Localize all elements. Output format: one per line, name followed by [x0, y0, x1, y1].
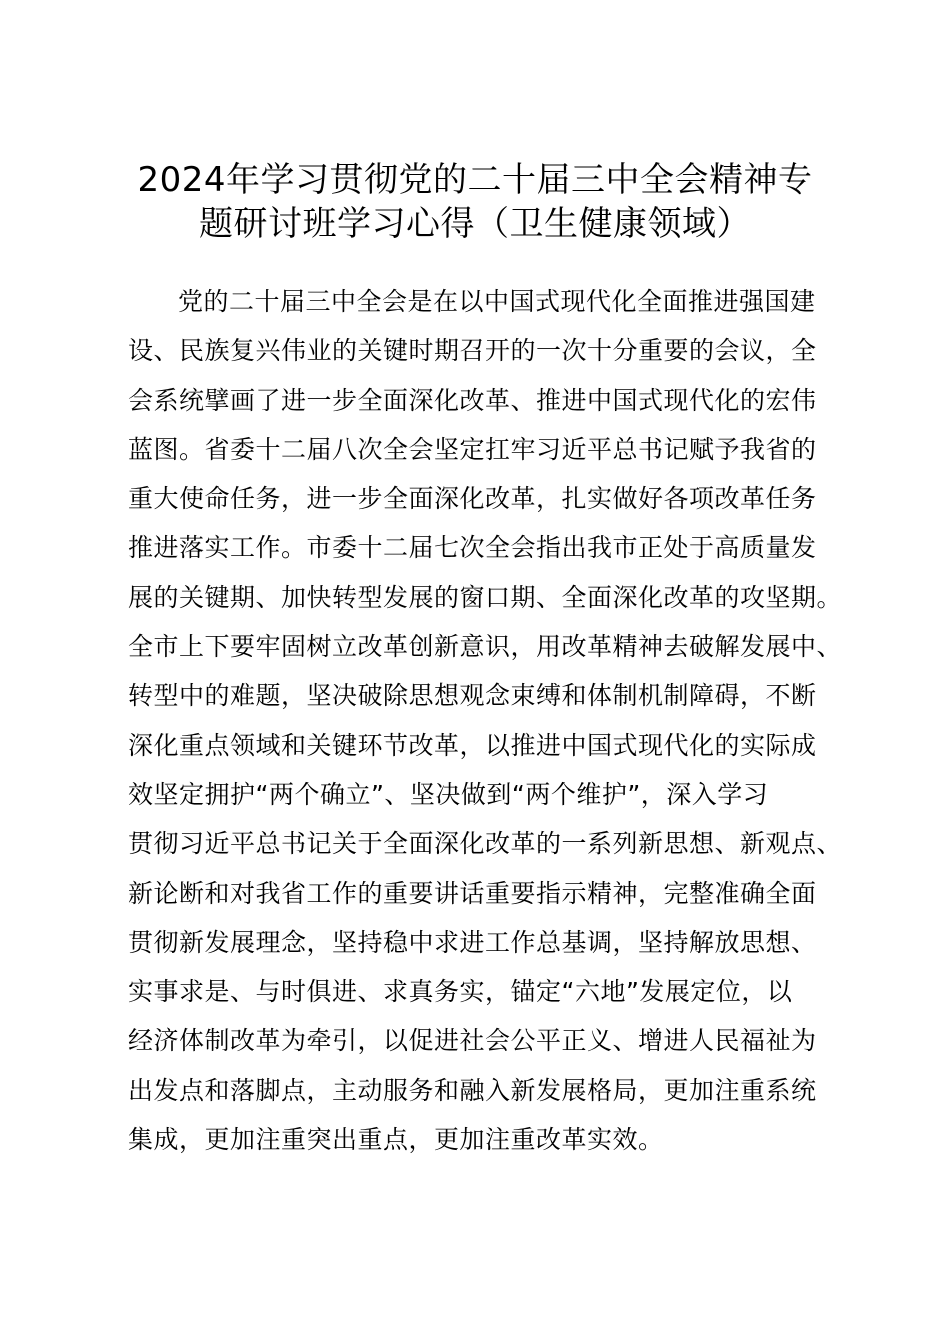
paragraph-line: 实事求是、与时俱进、求真务实，锚定“六地”发展定位，以 [128, 977, 793, 1007]
paragraph-line: 贯彻新发展理念，坚持稳中求进工作总基调，坚持解放思想、 [128, 927, 817, 957]
title-line: 题研讨班学习心得（卫生健康领域） [199, 204, 751, 244]
paragraph-line: 党的二十届三中全会是在以中国式现代化全面推进强国建 [178, 287, 816, 316]
paragraph-line: 出发点和落脚点，主动服务和融入新发展格局，更加注重系统 [128, 1075, 817, 1105]
paragraph-line: 设、民族复兴伟业的关键时期召开的一次十分重要的会议，全 [128, 336, 817, 366]
paragraph-line: 重大使命任务，进一步全面深化改革，扎实做好各项改革任务 [128, 484, 817, 514]
paragraph-line: 集成，更加注重突出重点，更加注重改革实效。 [128, 1125, 664, 1155]
paragraph-line: 经济体制改革为牵引，以促进社会公平正义、增进人民福祉为 [128, 1026, 817, 1056]
paragraph-line: 深化重点领域和关键环节改革，以推进中国式现代化的实际成 [128, 730, 817, 760]
title-line: 2024年学习贯彻党的二十届三中全会精神专 [137, 160, 813, 200]
paragraph-line: 效坚定拥护“两个确立”、坚决做到“两个维护”，深入学习 [128, 779, 769, 809]
paragraph-line: 推进落实工作。市委十二届七次全会指出我市正处于高质量发 [128, 533, 817, 563]
paragraph-line: 展的关键期、加快转型发展的窗口期、全面深化改革的攻坚期。 [128, 582, 843, 612]
document-title [100, 158, 850, 246]
body-paragraph [128, 277, 848, 1164]
paragraph-line: 会系统擘画了进一步全面深化改革、推进中国式现代化的宏伟 [128, 385, 817, 415]
paragraph-line: 新论断和对我省工作的重要讲话重要指示精神，完整准确全面 [128, 878, 817, 908]
paragraph-line: 蓝图。省委十二届八次全会坚定扛牢习近平总书记赋予我省的 [128, 434, 817, 464]
paragraph-line: 贯彻习近平总书记关于全面深化改革的一系列新思想、新观点、 [128, 829, 843, 859]
paragraph-line: 转型中的难题，坚决破除思想观念束缚和体制机制障碍，不断 [128, 681, 817, 711]
paragraph-line: 全市上下要牢固树立改革创新意识，用改革精神去破解发展中、 [128, 632, 843, 662]
